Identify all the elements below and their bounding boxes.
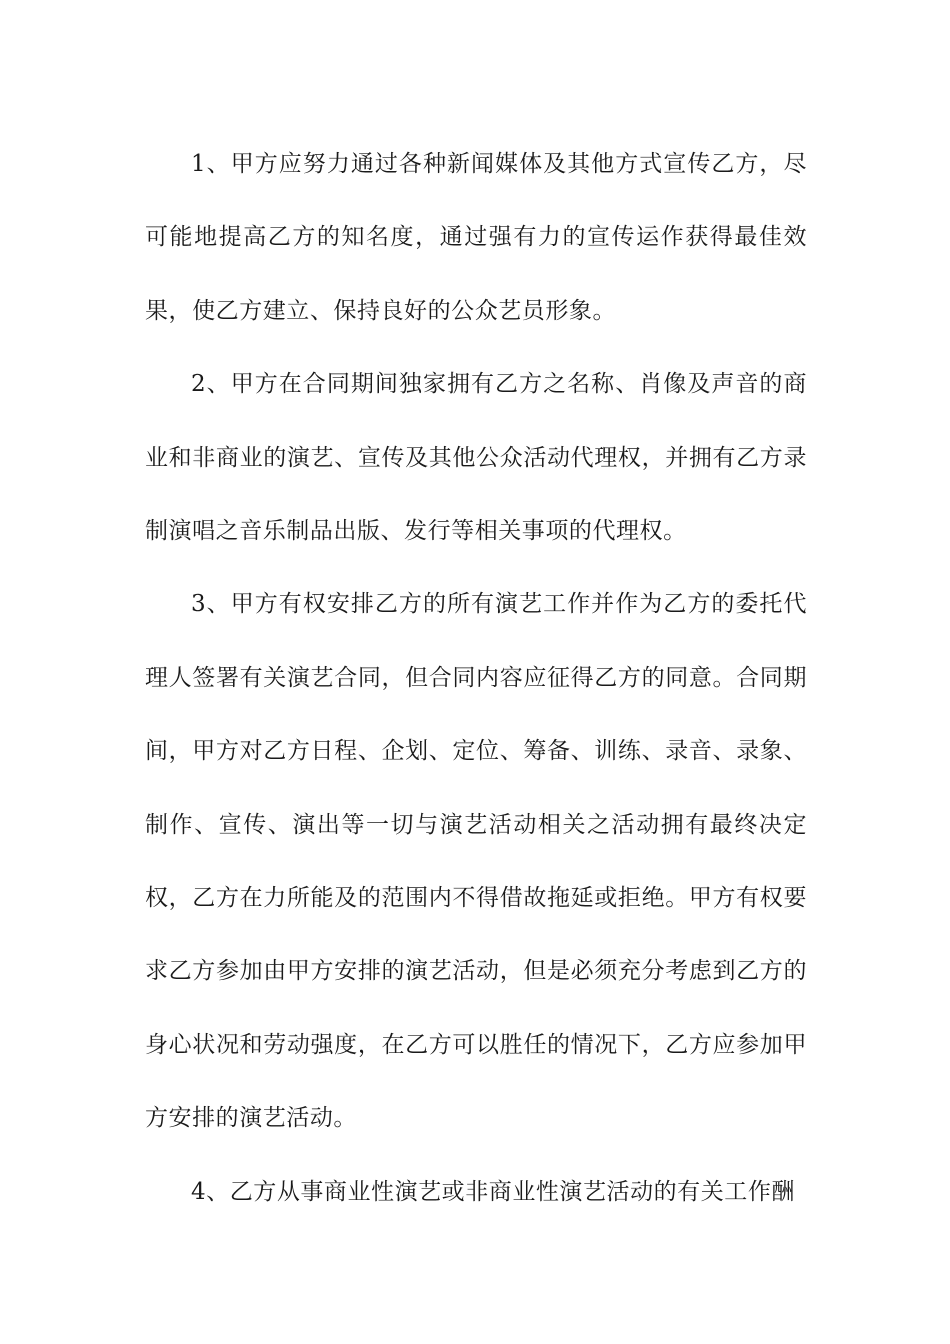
clause-2: 2、甲方在合同期间独家拥有乙方之名称、肖像及声音的商业和非商业的演艺、宣传及其他公众活动代理权，并拥有乙方录制演唱之音乐制品出版、发行等相关事项的代理权。 [145, 371, 807, 545]
document-body [145, 128, 807, 1229]
clause-3: 3、甲方有权安排乙方的所有演艺工作并作为乙方的委托代理人签署有关演艺合同，但合同内容应征得乙方的同意。合同期间，甲方对乙方日程、企划、定位、筹备、训练、录音、录象、制作、宣传、演出等一切与演艺活动相关之活动拥有最终决定权，乙方在力所能及的范围内不得借故拖延或拒绝。甲方有权要求乙方参加由甲方安排的演艺活动，但是必须充分考虑到乙方的身心状况和劳动强度，在乙方可以胜任的情况下，乙方应参加甲方安排的演艺活动。 [145, 591, 807, 1132]
clause-4: 4、乙方从事商业性演艺或非商业性演艺活动的有关工作酬 [191, 1178, 795, 1205]
clause-1: 1、甲方应努力通过各种新闻媒体及其他方式宣传乙方，尽可能地提高乙方的知名度，通过强有力的宣传运作获得最佳效果，使乙方建立、保持良好的公众艺员形象。 [145, 151, 807, 324]
